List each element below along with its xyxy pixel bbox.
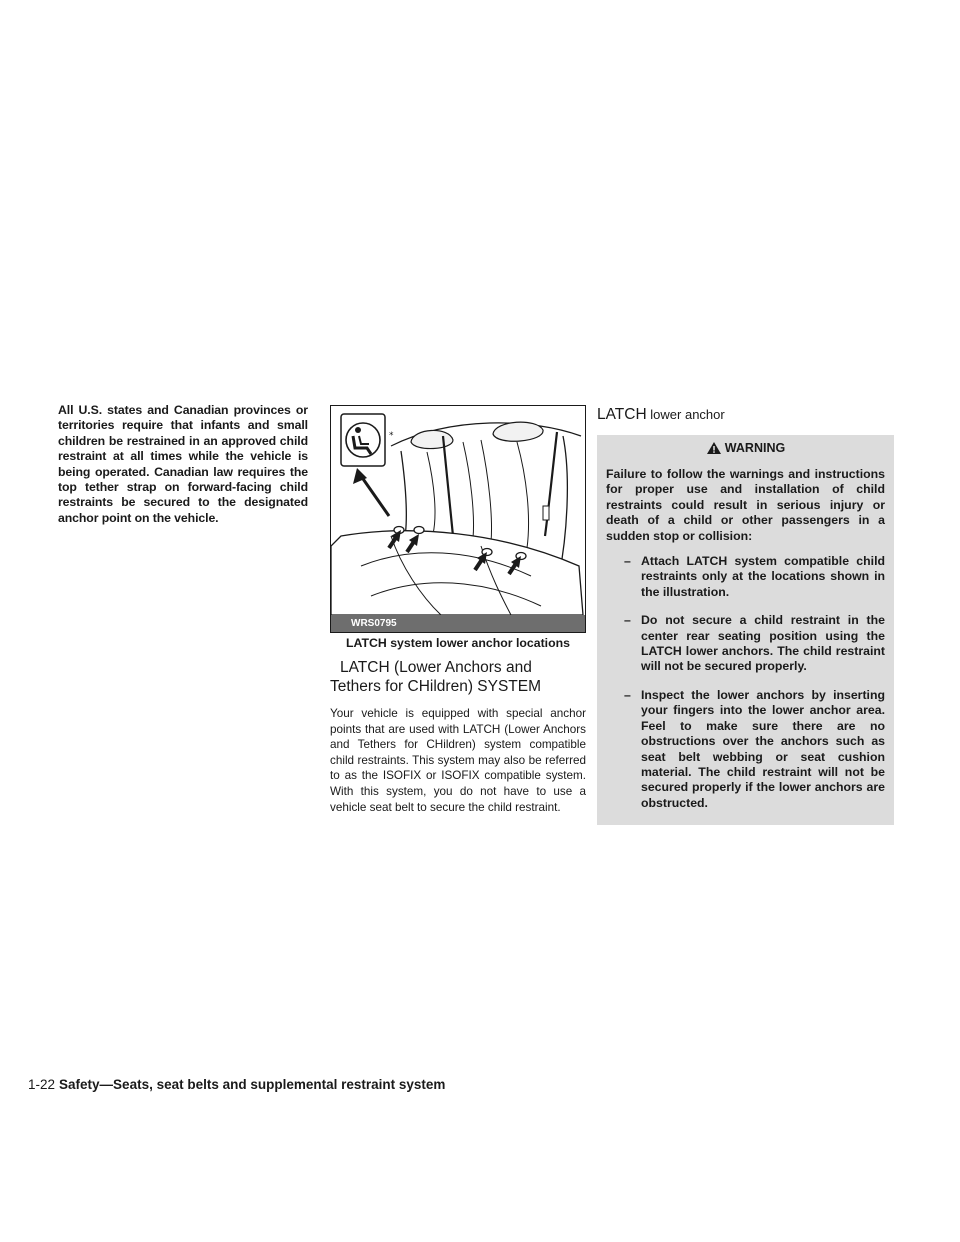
dash-bullet: – <box>624 613 631 628</box>
intro-paragraph: All U.S. states and Canadian provinces or territories require that infants and small children be restrained in an approved child restraint at all times while the vehicle is being operated. Canadian law requires the top tether strap on forward-facing child restraints be secured to the designated anchor point on the vehicle. <box>58 403 308 525</box>
dash-bullet: – <box>624 687 631 702</box>
warning-item <box>624 613 885 675</box>
warning-box <box>597 435 894 825</box>
warning-item-text: Do not secure a child restraint in the center rear seating position using the LATCH lower anchors. The child restraint will not be secured properly. <box>641 613 885 674</box>
footer-section-title: Safety—Seats, seat belts and supplemental restraint system <box>59 1077 446 1092</box>
warning-item-text: Inspect the lower anchors by inserting your fingers into the lower anchor area. Feel to make sure there are no obstructions over the anchors such as seat belt webbing or seat cushion material. The child restraint will not be secured properly if the lower anchors are obstructed. <box>641 687 885 810</box>
section-body: Your vehicle is equipped with special anchor points that are used with LATCH (Lower Anchors and Tethers for CHildren) system compatible child restraints. This system may also be referred to as the ISOFIX or ISOFIX compatible system. With this system, you do not have to use a vehicle seat belt to secure the child restraint. <box>330 707 586 814</box>
latch-column <box>330 405 586 815</box>
warning-list <box>606 554 885 811</box>
subsection-heading-main: LATCH <box>597 406 647 423</box>
warning-title <box>606 441 885 455</box>
intro-column <box>58 403 308 526</box>
warning-column <box>597 405 894 825</box>
warning-title-text: WARNING <box>724 441 786 455</box>
page-footer <box>28 1077 445 1092</box>
warning-item <box>624 554 885 600</box>
subsection-heading <box>597 405 894 424</box>
figure-caption: LATCH system lower anchor locations <box>346 636 570 650</box>
subsection-heading-rest: lower anchor <box>646 407 725 422</box>
figure-code: WRS0795 <box>331 615 585 632</box>
section-heading: LATCH (Lower Anchors and Tethers for CHildren) SYSTEM <box>330 659 542 695</box>
page-number: 1-22 <box>28 1077 56 1092</box>
warning-item <box>624 687 885 811</box>
warning-item-text: Attach LATCH system compatible child restraints only at the locations shown in the illustration. <box>641 554 885 599</box>
warning-intro: Failure to follow the warnings and instructions for proper use and installation of child restraints could result in serious injury or death of a child or other passengers in a sudden stop or collision: <box>606 467 885 543</box>
svg-text:*: * <box>389 431 394 441</box>
latch-illustration <box>330 405 586 633</box>
rear-seat-drawing <box>331 406 584 615</box>
warning-triangle-icon <box>706 441 722 455</box>
dash-bullet: – <box>624 554 631 569</box>
